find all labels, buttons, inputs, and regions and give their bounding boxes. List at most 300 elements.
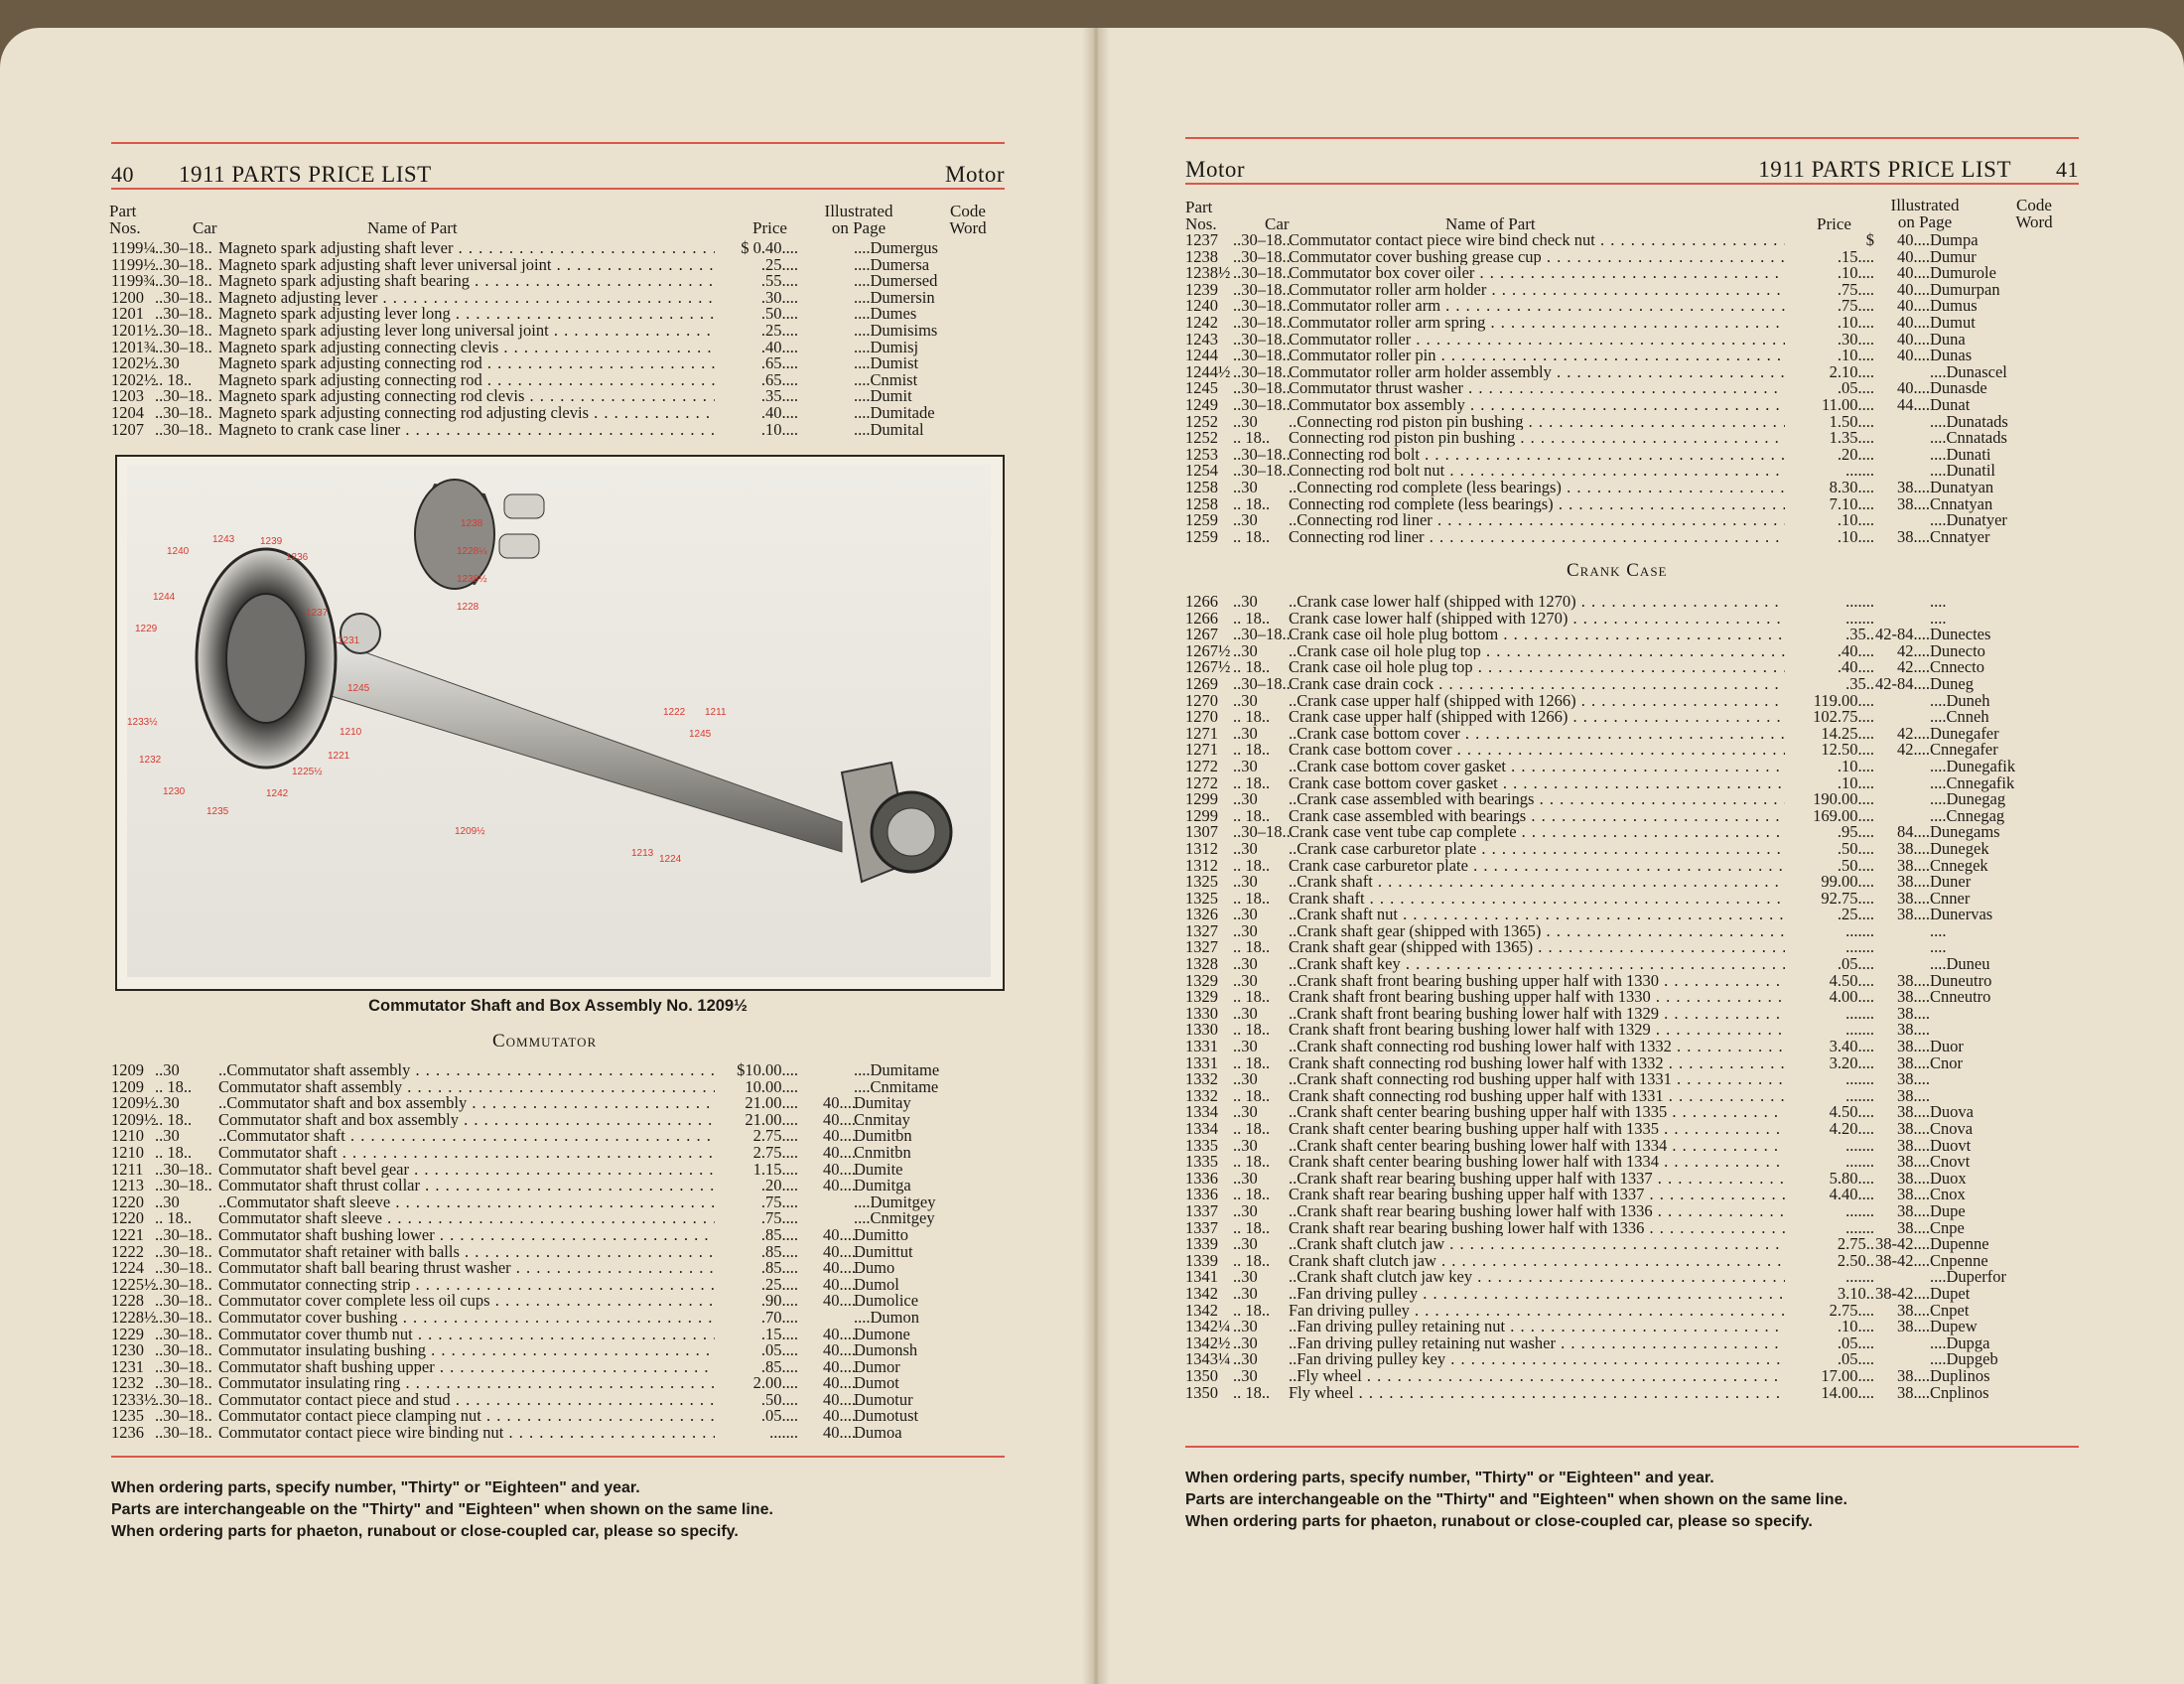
car-model: ..30–18.. <box>1233 822 1291 842</box>
part-number: 1228 <box>111 1291 144 1311</box>
part-price: $ 0.40.... <box>741 238 798 257</box>
car-model: .. 18.. <box>1233 1119 1271 1138</box>
callout-label: 1221 <box>328 751 350 762</box>
part-price: .20.... <box>1837 444 1874 464</box>
part-price: 2.00.... <box>752 1373 798 1393</box>
illustrated-page: 40.... <box>823 1109 856 1129</box>
part-number: 1202½ <box>111 353 157 373</box>
illustrated-page: 38.... <box>1897 872 1930 892</box>
callout-label: 1240 <box>167 546 190 557</box>
code-word: Dunegek <box>1930 838 1989 858</box>
car-model: ..30–18.. <box>155 1307 212 1327</box>
illustrated-page: 38.... <box>1897 1052 1930 1072</box>
left-page <box>0 28 1082 1656</box>
car-model: ..30–18.. <box>155 1340 212 1360</box>
part-number: 1271 <box>1185 740 1218 760</box>
car-model: ..30 <box>1233 477 1258 496</box>
code-word: ....Dumersin <box>854 287 935 307</box>
callout-label: 1232 <box>139 755 162 766</box>
part-number: 1202½ <box>111 369 157 389</box>
part-price: .95.... <box>1837 822 1874 842</box>
car-model: ..30–18.. <box>1233 673 1291 693</box>
callout-label: 1224 <box>659 854 682 865</box>
part-number: 1235 <box>111 1406 144 1426</box>
part-number: 1336 <box>1185 1185 1218 1204</box>
part-price: 1.50.... <box>1829 411 1874 431</box>
car-model: ..30 <box>1233 690 1258 710</box>
code-word: Cnovt <box>1930 1152 1971 1172</box>
illustrated-page: 40.... <box>823 1258 856 1278</box>
part-price: ....... <box>1845 461 1874 481</box>
part-number: 1258 <box>1185 493 1218 513</box>
car-model: .. 18.. <box>1233 888 1271 908</box>
part-price: .25.... <box>760 320 798 340</box>
part-number: 1210 <box>111 1142 144 1162</box>
part-price: 2.75.. <box>1837 1234 1874 1254</box>
part-price: .05.... <box>1837 1349 1874 1369</box>
code-word: Dumitto <box>854 1224 909 1244</box>
car-model: ..30–18.. <box>155 1356 212 1376</box>
part-name: ..Crank case oil hole plug top . . . <box>1289 643 1785 660</box>
part-price: $10.00.... <box>737 1060 798 1079</box>
part-number: 1203 <box>111 386 144 406</box>
part-name: Connecting rod piston pin bushing . . . <box>1289 430 1785 447</box>
part-number: 1209½ <box>111 1093 157 1113</box>
callout-label: 1243 <box>212 534 235 545</box>
part-price: ....... <box>769 1423 798 1443</box>
car-model: ..30–18.. <box>155 1291 212 1311</box>
part-price: 5.80.... <box>1829 1168 1874 1188</box>
part-price: .10.... <box>760 419 798 439</box>
part-name: Crank shaft connecting rod bushing upper half with 1331 . . . <box>1289 1088 1785 1105</box>
part-number: 1350 <box>1185 1365 1218 1385</box>
part-price: .85.... <box>760 1241 798 1261</box>
car-model: ..30–18.. <box>155 1324 212 1343</box>
part-number: 1332 <box>1185 1085 1218 1105</box>
part-number: 1254 <box>1185 461 1218 481</box>
part-price: 8.30.... <box>1829 477 1874 496</box>
car-model: .. 18.. <box>1233 493 1271 513</box>
code-word: Dumor <box>854 1356 900 1376</box>
callout-label: 1225½ <box>292 767 323 777</box>
part-name: Commutator roller . . . <box>1289 332 1785 349</box>
code-word: ....Dupgeb <box>1930 1349 1998 1369</box>
code-word: ....Duneu <box>1930 954 1990 974</box>
part-number: 1299 <box>1185 805 1218 825</box>
car-model: ..30–18.. <box>1233 246 1291 266</box>
part-price: .25.... <box>760 254 798 274</box>
part-price: 4.40.... <box>1829 1185 1874 1204</box>
car-model: .. 18.. <box>1233 1020 1271 1040</box>
part-number: 1337 <box>1185 1217 1218 1237</box>
part-number: 1342 <box>1185 1300 1218 1320</box>
part-price: 11.00.... <box>1821 394 1874 414</box>
car-model: ..30 <box>1233 1069 1258 1089</box>
table-row <box>111 1307 1005 1327</box>
part-name: Commutator shaft sleeve . . . <box>218 1210 715 1227</box>
part-price: 2.10.... <box>1829 361 1874 381</box>
car-model: .. 18.. <box>1233 937 1271 957</box>
illustrated-page: 42.... <box>1897 657 1930 677</box>
illustrated-page: 42.... <box>1897 640 1930 660</box>
code-word: Duox <box>1930 1168 1967 1188</box>
footer-line: When ordering parts for phaeton, runabout or close-coupled car, please so specify. <box>111 1523 739 1540</box>
figure-photo <box>127 465 991 977</box>
part-price: 21.00.... <box>745 1093 798 1113</box>
part-name: ..Connecting rod liner . . . <box>1289 512 1785 529</box>
part-name: Commutator insulating bushing . . . <box>218 1342 715 1359</box>
part-name: ..Crank case assembled with bearings . . . <box>1289 791 1785 808</box>
car-model: ..30–18.. <box>1233 296 1291 316</box>
illustrated-page: 40.... <box>1897 346 1930 365</box>
code-word: ....Dumersed <box>854 271 938 291</box>
part-number: 1342 <box>1185 1283 1218 1303</box>
header-section: Motor <box>1185 157 1245 182</box>
part-number: 1242 <box>1185 312 1218 332</box>
part-name: ..Crank shaft front bearing bushing lower half with 1329 . . . <box>1289 1006 1785 1023</box>
illustrated-page: 38.... <box>1897 1168 1930 1188</box>
code-word: ....Cnmist <box>854 369 918 389</box>
car-model: ..30 <box>155 1126 180 1146</box>
part-price: .10.... <box>1837 526 1874 546</box>
illustrated-page: 38.... <box>1897 1382 1930 1402</box>
part-name: ..Fly wheel . . . <box>1289 1368 1785 1385</box>
part-price: ....... <box>1845 608 1874 628</box>
part-number: 1211 <box>111 1159 144 1179</box>
col-illustrated: Illustrated on Page <box>824 202 893 237</box>
code-word: Dumitga <box>854 1176 911 1195</box>
car-model: ..30 <box>1233 1168 1258 1188</box>
code-word: Cnnegek <box>1930 855 1988 875</box>
left-footer <box>111 1456 1005 1543</box>
code-word: Cnox <box>1930 1185 1966 1204</box>
part-price: .15.... <box>760 1324 798 1343</box>
car-model: ..30 <box>1233 1317 1258 1336</box>
part-number: 1272 <box>1185 756 1218 775</box>
part-price: .35.. <box>1845 673 1874 693</box>
illustrated-page: 40.... <box>823 1324 856 1343</box>
car-model: ..30–18.. <box>155 1241 212 1261</box>
car-model: ..30 <box>1233 592 1258 611</box>
callout-label: 1211 <box>705 707 727 718</box>
code-word: Dunegafer <box>1930 723 1999 743</box>
callout-label: 1237 <box>306 608 329 619</box>
illustrated-page: 38.... <box>1897 1185 1930 1204</box>
part-name: Commutator shaft . . . <box>218 1145 715 1162</box>
illustrated-page: 42.... <box>1897 740 1930 760</box>
code-word: Dupet <box>1930 1283 1971 1303</box>
illustrated-page: 40.... <box>1897 378 1930 398</box>
part-name: Commutator thrust washer . . . <box>1289 380 1785 397</box>
car-model: ..30–18.. <box>1233 230 1291 249</box>
callout-label: 1229 <box>135 624 158 634</box>
car-model: ..30–18.. <box>155 287 212 307</box>
part-price: .10.... <box>1837 346 1874 365</box>
car-model: ..30–18.. <box>1233 378 1291 398</box>
car-model: .. 18.. <box>1233 1250 1271 1270</box>
part-number: 1272 <box>1185 772 1218 792</box>
code-word: Duneg <box>1930 673 1974 693</box>
part-price: 169.00.... <box>1813 805 1874 825</box>
code-word: ....Dunegag <box>1930 789 2006 809</box>
part-name: Crank case assembled with bearings . . . <box>1289 808 1785 825</box>
part-price: .70.... <box>760 1307 798 1327</box>
part-name: ..Commutator shaft . . . <box>218 1128 715 1145</box>
car-model: ..30 <box>1233 756 1258 775</box>
magneto-table <box>111 240 1005 438</box>
car-model: .. 18.. <box>1233 772 1271 792</box>
illustrated-page: 42-84.... <box>1875 625 1930 644</box>
col-price: Price <box>1817 214 1851 233</box>
illustrated-page: 40.... <box>823 1241 856 1261</box>
code-word: Dunectes <box>1930 625 1991 644</box>
car-model: ..30 <box>1233 411 1258 431</box>
part-name: Commutator shaft bushing lower . . . <box>218 1227 715 1244</box>
car-model: ..30–18.. <box>155 304 212 324</box>
code-word: ....Cnnegag <box>1930 805 2005 825</box>
footer-line: Parts are interchangeable on the "Thirty" and "Eighteen" when shown on the same line. <box>1185 1491 1847 1508</box>
part-price: 3.40.... <box>1829 1037 1874 1056</box>
car-model: ..30 <box>155 1192 180 1211</box>
illustrated-page: 38.... <box>1897 1085 1930 1105</box>
section-title-crank-case: Crank Case <box>1567 560 1668 581</box>
column-headers <box>1185 193 2079 232</box>
part-number: 1199¾ <box>111 271 156 291</box>
part-number: 1213 <box>111 1176 144 1195</box>
code-word: Dumittut <box>854 1241 913 1261</box>
table-row <box>1185 989 2079 1006</box>
car-model: ..30–18.. <box>155 1224 212 1244</box>
illustrated-page: 40.... <box>823 1291 856 1311</box>
code-word: Dumus <box>1930 296 1978 316</box>
illustrated-page: 38.... <box>1897 1020 1930 1040</box>
car-model: ..30 <box>1233 1003 1258 1023</box>
part-name: Crank shaft clutch jaw . . . <box>1289 1253 1785 1270</box>
part-name: Fan driving pulley . . . <box>1289 1303 1785 1320</box>
part-price: .85.... <box>760 1356 798 1376</box>
part-price: ....... <box>1845 1020 1874 1040</box>
car-model: .. 18.. <box>155 1076 193 1096</box>
part-name: Crank shaft gear (shipped with 1365) . . . <box>1289 939 1785 956</box>
part-number: 1239 <box>1185 279 1218 299</box>
table-row <box>1185 526 2079 546</box>
table-row <box>1185 477 2079 496</box>
part-price: .10.... <box>1837 756 1874 775</box>
car-model: ..30–18.. <box>1233 329 1291 349</box>
code-word: .... <box>1930 920 1947 940</box>
part-number: 1220 <box>111 1208 144 1228</box>
col-name: Name of Part <box>367 218 458 237</box>
car-model: ..30–18.. <box>1233 312 1291 332</box>
part-name: ..Fan driving pulley retaining nut . . . <box>1289 1319 1785 1335</box>
part-number: 1229 <box>111 1324 144 1343</box>
code-word: Cnova <box>1930 1119 1974 1138</box>
code-word: Dunecto <box>1930 640 1985 660</box>
part-number: 1332 <box>1185 1069 1218 1089</box>
code-word: ....Dumitgey <box>854 1192 936 1211</box>
car-model: ..30–18.. <box>1233 625 1291 644</box>
page-number: 41 <box>2056 157 2079 182</box>
part-number: 1266 <box>1185 608 1218 628</box>
code-word: Duovt <box>1930 1135 1972 1155</box>
part-number: 1267 <box>1185 625 1218 644</box>
illustrated-page: 40.... <box>823 1176 856 1195</box>
part-number: 1249 <box>1185 394 1218 414</box>
part-name: Crank case carburetor plate . . . <box>1289 858 1785 875</box>
table-row <box>111 419 1005 439</box>
header-title: 1911 PARTS PRICE LIST <box>179 162 432 187</box>
part-number: 1312 <box>1185 838 1218 858</box>
code-word: Dumur <box>1930 246 1977 266</box>
part-name: Crank case vent tube cap complete . . . <box>1289 824 1785 841</box>
table-row <box>1185 838 2079 858</box>
part-name: Crank case oil hole plug top . . . <box>1289 659 1785 676</box>
part-name: ..Crank shaft key . . . <box>1289 956 1785 973</box>
car-model: ..30–18.. <box>155 1423 212 1443</box>
part-number: 1200 <box>111 287 144 307</box>
illustrated-page: 42-84.... <box>1875 673 1930 693</box>
part-number: 1259 <box>1185 526 1218 546</box>
code-word: ....Cnnegafik <box>1930 772 2015 792</box>
illustrated-page: 40.... <box>823 1356 856 1376</box>
part-price: .10.... <box>1837 510 1874 530</box>
part-name: Commutator shaft thrust collar . . . <box>218 1178 715 1194</box>
col-illustrated: Illustrated on Page <box>1890 196 1960 231</box>
part-price: .75.... <box>1837 296 1874 316</box>
code-word: Dumitay <box>854 1093 911 1113</box>
code-word: Cnpe <box>1930 1217 1965 1237</box>
part-number: 1331 <box>1185 1052 1218 1072</box>
car-model: ..30–18.. <box>155 419 212 439</box>
code-word: ....Cnneh <box>1930 707 1989 727</box>
part-name: Crank case bottom cover . . . <box>1289 742 1785 759</box>
code-word: Duneutro <box>1930 970 1992 990</box>
part-name: ..Crank shaft center bearing bushing lower half with 1334 . . . <box>1289 1138 1785 1155</box>
code-word: ....Dunati <box>1930 444 1991 464</box>
part-price: 1.35.... <box>1829 428 1874 448</box>
car-model: ..30–18.. <box>155 1176 212 1195</box>
part-price: 3.10.. <box>1837 1283 1874 1303</box>
part-name: ..Crank shaft gear (shipped with 1365) . . . <box>1289 923 1785 940</box>
car-model: .. 18.. <box>1233 1300 1271 1320</box>
code-word: Dumone <box>854 1324 910 1343</box>
part-price: .05.... <box>760 1340 798 1360</box>
part-number: 1337 <box>1185 1200 1218 1220</box>
part-number: 1325 <box>1185 872 1218 892</box>
car-model: ..30–18.. <box>155 238 212 257</box>
code-word: ....Duperfor <box>1930 1267 2006 1287</box>
footer-line: When ordering parts, specify number, "Thirty" or "Eighteen" and year. <box>111 1479 640 1496</box>
part-name: ..Crank case carburetor plate . . . <box>1289 841 1785 858</box>
code-word: ....Dunegafik <box>1930 756 2016 775</box>
part-price: 2.75.... <box>1829 1300 1874 1320</box>
part-name: Crank shaft . . . <box>1289 891 1785 908</box>
part-number: 1327 <box>1185 937 1218 957</box>
part-name: Connecting rod complete (less bearings) . . . <box>1289 496 1785 513</box>
car-model: ..30 <box>1233 838 1258 858</box>
callout-label: 1236 <box>286 552 309 563</box>
part-number: 1334 <box>1185 1102 1218 1122</box>
callout-label: 1209½ <box>455 826 485 837</box>
code-word: ....Cnmitgey <box>854 1208 935 1228</box>
part-number: 1238 <box>1185 246 1218 266</box>
col-car: Car <box>1265 214 1290 233</box>
code-word: Cnplinos <box>1930 1382 1989 1402</box>
car-model: ..30 <box>1233 1365 1258 1385</box>
part-name: ..Fan driving pulley key . . . <box>1289 1351 1785 1368</box>
illustrated-page: 38.... <box>1897 1200 1930 1220</box>
part-price: .30.... <box>1837 329 1874 349</box>
part-price: 2.75.... <box>752 1126 798 1146</box>
callout-label: 1245 <box>689 729 712 740</box>
car-model: ..30 <box>1233 1135 1258 1155</box>
car-model: ..30 <box>155 1093 180 1113</box>
code-word: ....Cnmitame <box>854 1076 939 1096</box>
part-number: 1209 <box>111 1060 144 1079</box>
part-name: Commutator insulating ring . . . <box>218 1375 715 1392</box>
part-number: 1230 <box>111 1340 144 1360</box>
code-word: ....Dunatyer <box>1930 510 2007 530</box>
part-price: .75.... <box>1837 279 1874 299</box>
code-word: ....Dumitame <box>854 1060 940 1079</box>
code-word: Dumotust <box>854 1406 919 1426</box>
code-word: Dumurole <box>1930 263 1996 283</box>
part-name: ..Crank case upper half (shipped with 1266) . . . <box>1289 693 1785 710</box>
car-model: .. 18.. <box>1233 428 1271 448</box>
code-word: Cnmitay <box>854 1109 910 1129</box>
part-number: 1209 <box>111 1076 144 1096</box>
car-model: ..30–18.. <box>155 1389 212 1409</box>
part-name: ..Crank shaft connecting rod bushing lower half with 1332 . . . <box>1289 1039 1785 1055</box>
car-model: ..30–18.. <box>155 1258 212 1278</box>
callout-label: 1233½ <box>127 717 158 728</box>
car-model: ..30–18.. <box>155 1274 212 1294</box>
illustrated-page: 38.... <box>1897 905 1930 924</box>
code-word: ....Dumit <box>854 386 912 406</box>
part-price: 12.50.... <box>1821 740 1874 760</box>
illustrated-page: 44.... <box>1897 394 1930 414</box>
car-model: ..30–18.. <box>1233 346 1291 365</box>
car-model: ..30 <box>1233 510 1258 530</box>
illustrated-page: 38.... <box>1897 526 1930 546</box>
part-price: 4.50.... <box>1829 1102 1874 1122</box>
illustrated-page: 38.... <box>1897 987 1930 1007</box>
car-model: .. 18.. <box>1233 987 1271 1007</box>
illustrated-page: 40.... <box>823 1274 856 1294</box>
code-word: ....Dunatads <box>1930 411 2008 431</box>
illustrated-page: 38.... <box>1897 1135 1930 1155</box>
part-number: 1199¼ <box>111 238 156 257</box>
code-word: ....Cnnatads <box>1930 428 2007 448</box>
part-number: 1221 <box>111 1224 144 1244</box>
right-page <box>1110 28 2184 1656</box>
book-gutter <box>1082 28 1110 1684</box>
code-word: ....Duneh <box>1930 690 1990 710</box>
part-price: .75.... <box>760 1192 798 1211</box>
code-word: ....Dumergus <box>854 238 938 257</box>
part-number: 1228½ <box>111 1307 157 1327</box>
part-price: ....... <box>1845 592 1874 611</box>
part-name: Crank shaft center bearing bushing lower half with 1334 . . . <box>1289 1154 1785 1171</box>
part-number: 1350 <box>1185 1382 1218 1402</box>
car-model: ..30 <box>1233 1283 1258 1303</box>
car-model: ..30–18.. <box>155 320 212 340</box>
callout-label: 1245 <box>347 683 370 694</box>
car-model: ..30 <box>1233 640 1258 660</box>
code-word: ....Dunatil <box>1930 461 1995 481</box>
part-name: Crank shaft rear bearing bushing lower half with 1336 . . . <box>1289 1220 1785 1237</box>
part-price: .85.... <box>760 1224 798 1244</box>
